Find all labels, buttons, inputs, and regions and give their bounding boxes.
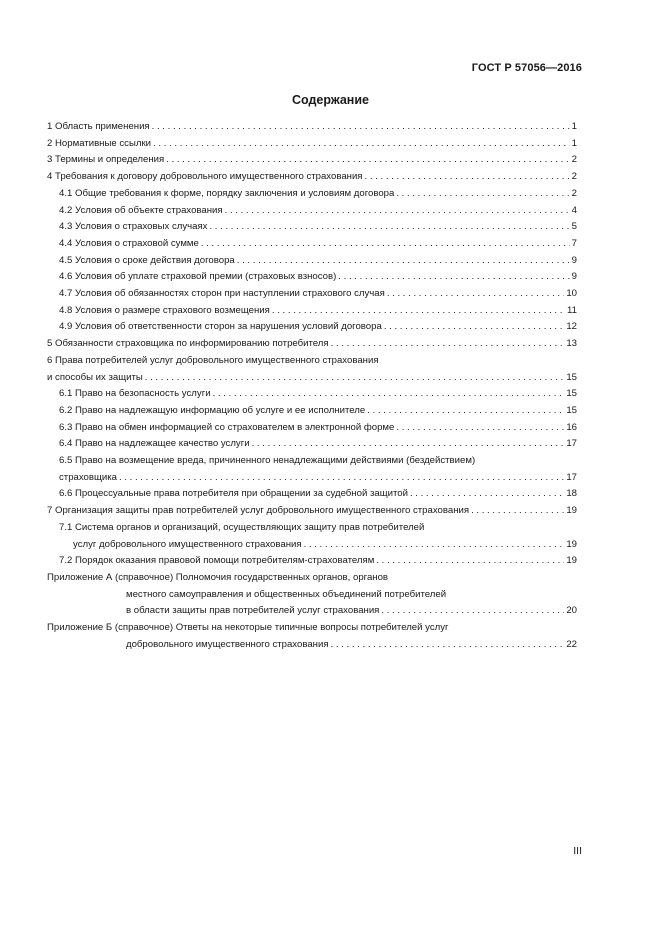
toc-entry-label: 6.4 Право на надлежащее качество услуги bbox=[59, 438, 250, 450]
dot-leader bbox=[119, 470, 564, 487]
toc-entry-page: 10 bbox=[566, 288, 577, 300]
toc-entry-label: 4 Требования к договору добровольного имущественного страхования bbox=[47, 171, 363, 183]
toc-entry-page: 19 bbox=[566, 555, 577, 567]
toc-entry-page: 9 bbox=[571, 271, 577, 283]
dot-leader bbox=[152, 119, 570, 136]
toc-entry bbox=[47, 286, 577, 303]
toc-entry-line: 7.1 Система органов и организаций, осуществляющих защиту прав потребителей bbox=[59, 521, 425, 533]
dot-leader bbox=[213, 386, 565, 403]
appendix-entry-row bbox=[47, 637, 577, 654]
toc-entry-page: 2 bbox=[571, 171, 577, 183]
toc-entry-label: услуг добровольного имущественного страхования bbox=[73, 538, 302, 550]
toc-entry bbox=[47, 386, 577, 403]
toc-entry-row bbox=[47, 336, 577, 353]
appendix-entry bbox=[47, 570, 577, 620]
toc-entry bbox=[47, 403, 577, 420]
dot-leader bbox=[396, 186, 569, 203]
page-number: III bbox=[573, 845, 582, 857]
dot-leader bbox=[153, 136, 570, 153]
toc-entry-label: 6.1 Право на безопасность услуги bbox=[59, 388, 211, 400]
toc-entry-label: страховщика bbox=[59, 471, 117, 483]
dot-leader bbox=[376, 553, 564, 570]
appendix-title-line: Приложение Б (справочное) Ответы на некоторые типичные вопросы потребителей услуг bbox=[47, 622, 449, 634]
toc-entry-label: 4.2 Условия об объекте страхования bbox=[59, 204, 223, 216]
toc-entry bbox=[47, 303, 577, 320]
toc-entry-label: 5 Обязанности страховщика по информированию потребителя bbox=[47, 338, 329, 350]
toc-entry bbox=[47, 503, 577, 520]
toc-entry-label: 6.2 Право на надлежащую информацию об услуге и ее исполнителе bbox=[59, 404, 366, 416]
toc-entry-page: 4 bbox=[571, 204, 577, 216]
appendix-entry-label: добровольного имущественного страхования bbox=[126, 638, 329, 650]
appendix-entry bbox=[47, 620, 577, 653]
table-of-contents bbox=[47, 119, 577, 654]
toc-entry-row bbox=[59, 186, 577, 203]
toc-entry bbox=[47, 186, 577, 203]
toc-entry bbox=[47, 420, 577, 437]
toc-entry bbox=[47, 136, 577, 153]
dot-leader bbox=[331, 637, 565, 654]
appendix-entry-label: в области защиты прав потребителей услуг страхования bbox=[126, 605, 380, 617]
toc-entry-row bbox=[59, 537, 577, 554]
toc-entry-page: 15 bbox=[566, 404, 577, 416]
appendix-entry-row bbox=[47, 603, 577, 620]
dot-leader bbox=[209, 219, 569, 236]
toc-entry-page: 12 bbox=[566, 321, 577, 333]
toc-entry-row bbox=[59, 420, 577, 437]
toc-entry-label: 6.6 Процессуальные права потребителя при обращении за судебной защитой bbox=[59, 488, 408, 500]
toc-entry-row bbox=[59, 486, 577, 503]
toc-entry-label: 4.7 Условия об обязанностях сторон при наступлении страхового случая bbox=[59, 288, 385, 300]
dot-leader bbox=[471, 503, 564, 520]
toc-entry-label: 4.9 Условия об ответственности сторон за нарушения условий договора bbox=[59, 321, 382, 333]
toc-entry-row bbox=[59, 403, 577, 420]
toc-entry-row bbox=[59, 236, 577, 253]
toc-entry-page: 1 bbox=[571, 137, 577, 149]
toc-entry-row bbox=[47, 370, 577, 387]
toc-entry bbox=[47, 453, 577, 486]
toc-entry-page: 17 bbox=[566, 471, 577, 483]
dot-leader bbox=[365, 169, 570, 186]
appendix-list bbox=[47, 570, 577, 654]
toc-entry-label: 2 Нормативные ссылки bbox=[47, 137, 152, 149]
dot-leader bbox=[237, 253, 570, 270]
toc-entry-page: 15 bbox=[566, 388, 577, 400]
toc-entry-label: 7.2 Порядок оказания правовой помощи потребителям-страхователям bbox=[59, 555, 375, 567]
toc-entry-label: 3 Термины и определения bbox=[47, 154, 165, 166]
dot-leader bbox=[304, 537, 565, 554]
toc-entry-row bbox=[47, 503, 577, 520]
page-title: Содержание bbox=[291, 93, 369, 107]
dot-leader bbox=[396, 420, 564, 437]
toc-entry-row bbox=[59, 219, 577, 236]
toc-entry-label: и способы их защиты bbox=[47, 371, 143, 383]
toc-entry-row bbox=[47, 119, 577, 136]
dot-leader bbox=[387, 286, 565, 303]
dot-leader bbox=[410, 486, 564, 503]
dot-leader bbox=[367, 403, 564, 420]
toc-entry-page: 2 bbox=[571, 154, 577, 166]
toc-entry bbox=[47, 436, 577, 453]
toc-entry bbox=[47, 269, 577, 286]
standard-header: ГОСТ Р 57056—2016 bbox=[471, 62, 582, 74]
dot-leader bbox=[381, 603, 564, 620]
toc-entry bbox=[47, 219, 577, 236]
dot-leader bbox=[384, 319, 565, 336]
toc-entry-page: 16 bbox=[566, 421, 577, 433]
toc-entry bbox=[47, 253, 577, 270]
dot-leader bbox=[331, 336, 565, 353]
dot-leader bbox=[166, 152, 569, 169]
toc-entry-row bbox=[59, 203, 577, 220]
toc-entry-row bbox=[59, 386, 577, 403]
toc-entry-page: 19 bbox=[566, 505, 577, 517]
toc-entry bbox=[47, 486, 577, 503]
dot-leader bbox=[201, 236, 570, 253]
toc-entry-page: 13 bbox=[566, 338, 577, 350]
toc-entry-row bbox=[59, 303, 577, 320]
dot-leader bbox=[338, 269, 569, 286]
toc-entry-row bbox=[47, 169, 577, 186]
toc-entry-page: 15 bbox=[566, 371, 577, 383]
toc-entry-label: 7 Организация защиты прав потребителей услуг добровольного имущественного страхования bbox=[47, 505, 470, 517]
toc-entry-row bbox=[59, 470, 577, 487]
toc-entry bbox=[47, 169, 577, 186]
dot-leader bbox=[225, 203, 570, 220]
toc-entry-label: 1 Область применения bbox=[47, 121, 150, 132]
toc-entry-label: 4.6 Условия об уплате страховой премии (страховых взносов) bbox=[59, 271, 337, 283]
dot-leader bbox=[145, 370, 565, 387]
appendix-entry-page: 22 bbox=[566, 638, 577, 650]
toc-entry bbox=[47, 353, 577, 386]
toc-entry bbox=[47, 236, 577, 253]
appendix-title-line: Приложение А (справочное) Полномочия государственных органов, органов bbox=[47, 571, 389, 583]
toc-entry-row bbox=[47, 136, 577, 153]
toc-entry-row bbox=[59, 319, 577, 336]
toc-entry-label: 4.4 Условия о страховой сумме bbox=[59, 237, 199, 249]
toc-entry bbox=[47, 203, 577, 220]
dot-leader bbox=[272, 303, 565, 320]
toc-entry-page: 11 bbox=[567, 304, 577, 316]
toc-list bbox=[47, 119, 577, 570]
toc-entry-row bbox=[59, 286, 577, 303]
toc-entry-label: 6.3 Право на обмен информацией со страхователем в электронной форме bbox=[59, 421, 395, 433]
toc-entry bbox=[47, 520, 577, 553]
toc-entry-row bbox=[59, 553, 577, 570]
toc-entry-page: 17 bbox=[566, 438, 577, 450]
toc-entry-row bbox=[59, 253, 577, 270]
toc-entry-page: 19 bbox=[566, 538, 577, 550]
toc-entry-row bbox=[59, 436, 577, 453]
appendix-entry-page: 20 bbox=[566, 605, 577, 617]
toc-entry-line: 6.5 Право на возмещение вреда, причиненного ненадлежащими действиями (бездействием) bbox=[59, 455, 476, 467]
toc-entry bbox=[47, 152, 577, 169]
toc-entry-line: 6 Права потребителей услуг добровольного имущественного страхования bbox=[47, 354, 379, 366]
toc-entry-label: 4.8 Условия о размере страхового возмещения bbox=[59, 304, 270, 316]
toc-entry-row bbox=[59, 269, 577, 286]
toc-entry-page: 7 bbox=[571, 237, 577, 249]
toc-entry-row bbox=[47, 152, 577, 169]
toc-entry-page: 1 bbox=[571, 121, 577, 132]
toc-entry bbox=[47, 119, 577, 136]
toc-entry-label: 4.3 Условия о страховых случаях bbox=[59, 221, 208, 233]
toc-entry bbox=[47, 336, 577, 353]
toc-entry-page: 9 bbox=[571, 254, 577, 266]
toc-entry-label: 4.5 Условия о сроке действия договора bbox=[59, 254, 235, 266]
toc-entry-page: 2 bbox=[571, 187, 577, 199]
appendix-title-line: местного самоуправления и общественных объединений потребителей bbox=[126, 588, 447, 600]
toc-entry-label: 4.1 Общие требования к форме, порядку заключения и условиям договора bbox=[59, 187, 395, 199]
toc-entry-page: 5 bbox=[571, 221, 577, 233]
toc-entry bbox=[47, 319, 577, 336]
toc-entry-page: 18 bbox=[566, 488, 577, 500]
dot-leader bbox=[252, 436, 565, 453]
toc-entry bbox=[47, 553, 577, 570]
